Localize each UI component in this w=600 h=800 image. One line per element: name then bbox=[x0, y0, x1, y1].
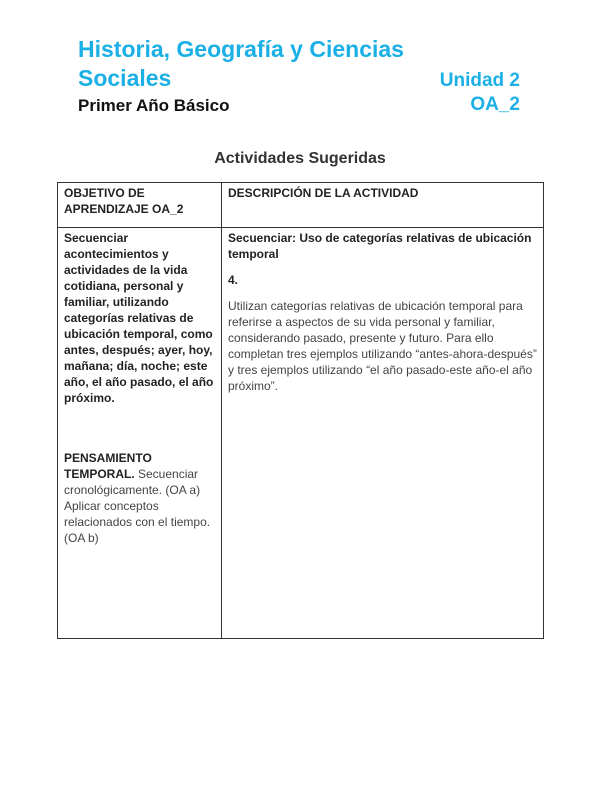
table-header-row bbox=[58, 183, 544, 228]
section-title: Actividades Sugeridas bbox=[214, 150, 386, 167]
header-row-grade-oa bbox=[78, 92, 520, 116]
description-column-header: DESCRIPCIÓN DE LA ACTIVIDAD bbox=[222, 183, 544, 228]
table-row bbox=[58, 228, 544, 639]
header-row-subject-unit bbox=[78, 63, 520, 92]
objective-cell bbox=[58, 228, 222, 639]
activity-number: 4. bbox=[228, 273, 239, 287]
oa-label: OA_2 bbox=[470, 94, 520, 115]
activities-table bbox=[57, 182, 544, 639]
subject-title-line2: Sociales bbox=[78, 65, 172, 91]
unit-label: Unidad 2 bbox=[439, 70, 520, 91]
skills-text: Secuenciar cronológicamente. (OA a) Aplicar conceptos relacionados con el tiempo. (OA b) bbox=[64, 467, 211, 545]
objective-column-header: OBJETIVO DE APRENDIZAJE OA_2 bbox=[58, 183, 222, 228]
grade-label: Primer Año Básico bbox=[78, 96, 230, 115]
activity-description: Utilizan categorías relativas de ubicación temporal para referirse a aspectos de su vida personal y familiar, considerando pasado, presente y futuro. Para ello completan tres ejemplos utilizando “antes-ahora-después” y tres ejemplos utilizando “el año pasado-este año-el año próximo”. bbox=[228, 299, 537, 393]
subject-title-line1: Historia, Geografía y Ciencias bbox=[78, 36, 404, 62]
objective-text: Secuenciar acontecimientos y actividades de la vida cotidiana, personal y familiar, utilizando categorías relativas de ubicación temporal, como antes, después; ayer, hoy, mañana; día, noche; este año, el año pasado, el año próximo. bbox=[64, 231, 214, 405]
skills-block bbox=[64, 450, 215, 546]
document-header bbox=[78, 36, 520, 116]
skills-title: PENSAMIENTO TEMPORAL. bbox=[64, 451, 152, 481]
activity-title: Secuenciar: Uso de categorías relativas de ubicación temporal bbox=[228, 231, 532, 261]
description-cell bbox=[222, 228, 544, 639]
